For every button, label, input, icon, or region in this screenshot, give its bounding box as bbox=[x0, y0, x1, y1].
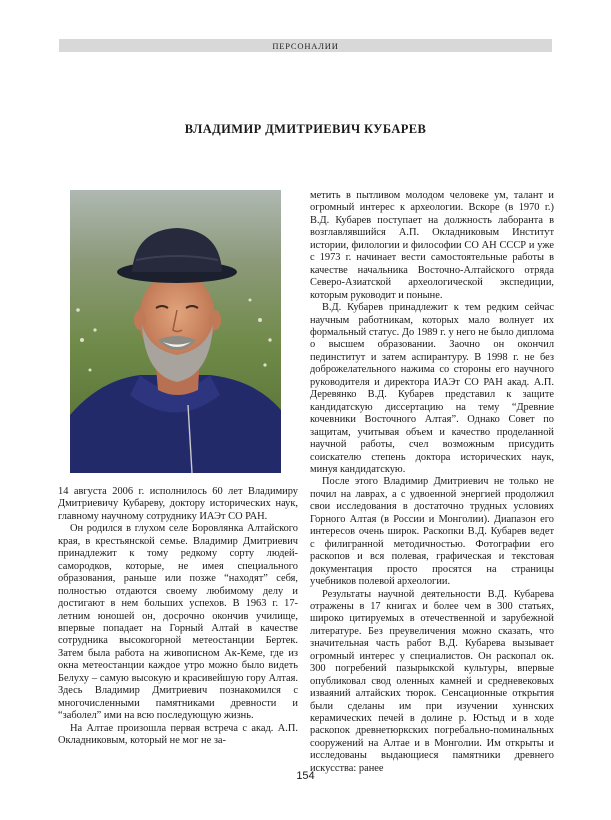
right-column bbox=[310, 190, 554, 775]
paragraph: На Алтае произошла первая встреча с акад. А.П. Окладниковым, который не мог не за- bbox=[58, 722, 298, 747]
paragraph-intro: 14 августа 2006 г. исполнилось 60 лет Владимиру Дмитриевичу Кубареву, доктору исторических наук, главному научному сотруднику ИАЭт СО РАН. bbox=[58, 486, 298, 522]
left-column bbox=[58, 486, 298, 748]
section-header bbox=[59, 39, 552, 52]
article-title: ВЛАДИМИР ДМИТРИЕВИЧ КУБАРЕВ bbox=[184, 122, 427, 136]
paragraph: После этого Владимир Дмитриевич не только не почил на лаврах, а с удвоенной энергией продолжил свои исследования в достаточно трудных условиях Горного Алтая (в России и Монголии). Диапазон его интересов очень широк. Раскопки В.Д. Кубарев ведет с филигранной методичностью. Фотографии его раскопов и вся полевая, графическая и текстовая документация просто просятся на страницы учебников полевой археологии. bbox=[310, 476, 554, 588]
paragraph: В.Д. Кубарев принадлежит к тем редким сейчас научным работникам, которых мало волнует их формальный статус. До 1989 г. у него не было диплома о высшем образовании. Заочно он окончил пединститут и затем аспирантуру. В 1998 г. не без доброжелательного нажима со стороны его научного руководителя и директора ИАЭт СО РАН акад. А.П. Деревянко В.Д. Кубарев представил к защите кандидатскую диссертацию на тему “Древние кочевники Восточного Алтая”. Однако Совет по защитам, учитывая объем и качество проделанной научной работы, счел возможным присудить соискателю степень доктора исторических наук, минуя кандидатскую. bbox=[310, 302, 554, 475]
portrait-photo bbox=[70, 190, 281, 473]
paragraph: Он родился в глухом селе Боровлянка Алтайского края, в крестьянской семье. Владимир Дмитриевич принадлежит к тому редкому сорту людей-самородков, которые, не имея специального образования, раньше или позже “находят” себя, полностью отдаются своему любимому делу и достигают в нем больших успехов. В 1963 г. 17-летним юношей он, досрочно окончив училище, впервые попадает на Горный Алтай в качестве сотрудника высокогорной метеостанции Бертек. Затем была работа на живописном Ак-Кеме, где из окна метеостанции каждое утро можно было видеть Белуху – самую высокую и красивейшую гору Алтая. Здесь Владимир Дмитриевич познакомился с многочисленными памятниками древности и “заболел” ими на всю последующую жизнь. bbox=[58, 523, 298, 722]
paragraph: метить в пытливом молодом человеке ум, талант и огромный интерес к археологии. Вскоре (в 1970 г.) В.Д. Кубарев поступает на должность лаборанта в возглавлявшийся А.П. Окладниковым Институт истории, филологии и философии СО АН СССР и уже с 1973 г. начинает вести самостоятельные работы в качестве начальника Восточно-Алтайского отряда Северо-Азиатской археологической экспедиции, которым руководит и поныне. bbox=[310, 190, 554, 301]
portrait-photo-image bbox=[70, 190, 281, 473]
paragraph: Результаты научной деятельности В.Д. Кубарева отражены в 17 книгах и более чем в 300 статьях, широко цитируемых в отечественной и зарубежной литературе. Без преувеличения можно сказать, что значительная часть работ В.Д. Кубарева вызывает огромный интерес у специалистов. Он раскопал ок. 300 погребений пазырыкской культуры, впервые опубликовал свод оленных камней и средневековых изваяний алтайских тюрок. Сенсационные открытия были сделаны им при изучении хуннских керамических печей в долине р. Юстыд и в ходе раскопок древнетюркских погребально-поминальных сооружений на Алтае и в Монголии. Им открыты и исследованы выдающиеся памятники древнего искусства: ранее bbox=[310, 588, 554, 774]
section-title: ПЕРСОНАЛИИ bbox=[272, 40, 339, 51]
page-number: 154 bbox=[296, 770, 315, 782]
